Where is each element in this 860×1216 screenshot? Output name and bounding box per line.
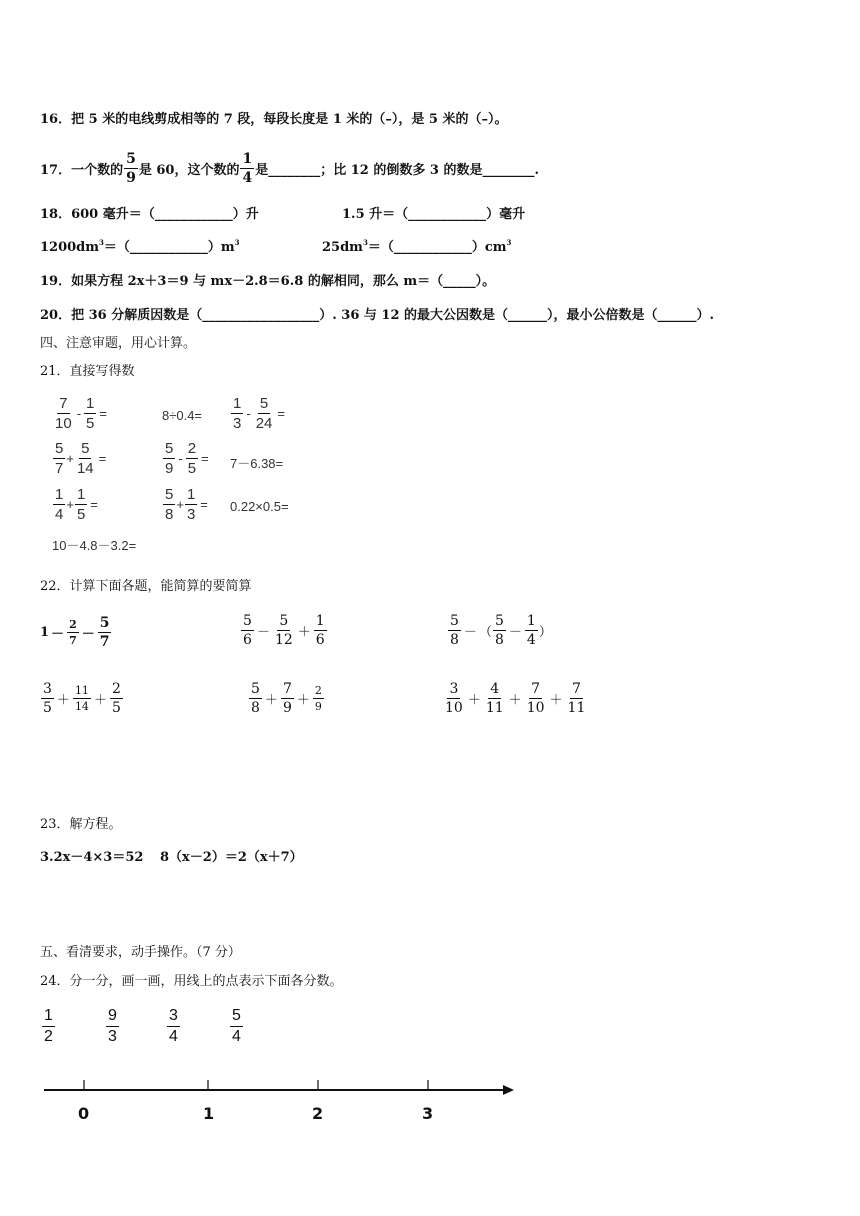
oral-item-e: $\frac{5}{9}$ - $\frac{2}{5}$ = — [165, 440, 209, 477]
arrow-icon — [503, 1085, 514, 1095]
calc-1b: $\frac{5}{6}$ － $\frac{5}{12}$ ＋ $\frac{1}{6}$ — [243, 613, 325, 648]
tick-label-3: 3 — [422, 1104, 434, 1123]
oral-item-f: 7－6.38= — [230, 456, 284, 471]
oral-item-g: $\frac{1}{4}$ + $\frac{1}{5}$ = — [55, 486, 98, 523]
question-16 — [40, 108, 507, 127]
conversion-a: 600 毫升＝（____________）升 — [71, 207, 259, 222]
fraction-4: $\frac{5}{4}$ — [232, 1007, 241, 1045]
question-17 — [40, 152, 539, 185]
tick-label-1: 1 — [203, 1104, 215, 1123]
conversion-c: $1200dm^3=(\_\_\_\_\_\_\_\_\_\_\_\_)m^3$ — [40, 238, 240, 255]
question-number: 17． — [40, 163, 72, 178]
calc-1c: $\frac{5}{8}$ － （ $\frac{5}{8}$ － $\frac{1}{4}$ ） — [450, 613, 552, 648]
fraction: $\frac{1}{4}$ — [242, 151, 253, 186]
oral-item-h: $\frac{5}{8}$ + $\frac{1}{3}$ = — [165, 486, 208, 523]
calc-2b: $\frac{5}{8}$ ＋ $\frac{7}{9}$ ＋ $\frac{2}{9}$ — [251, 681, 322, 716]
question-20 — [40, 304, 714, 323]
equation-2: 8（x－2）＝2（x＋7） — [160, 850, 303, 865]
question-24-title: 24．分一分，画一画，用线上的点表示下面各分数。 — [40, 974, 343, 989]
section-heading-4: 四、注意审题，用心计算。 — [40, 336, 197, 351]
section-heading-5: 五、看清要求，动手操作。（7 分） — [40, 945, 241, 960]
question-19 — [40, 270, 495, 289]
fraction: $\frac{5}{9}$ — [126, 151, 136, 186]
question-text: 是 60，这个数的 — [138, 163, 240, 178]
question-number: 18． — [40, 207, 72, 222]
fraction-1: $\frac{1}{2}$ — [44, 1007, 53, 1045]
question-number: 19． — [40, 274, 72, 289]
oral-item-j: 10－4.8－3.2= — [52, 538, 137, 553]
fraction-3: $\frac{3}{4}$ — [169, 1007, 178, 1045]
question-23-title: 23．解方程。 — [40, 817, 122, 832]
question-text: 把 5 米的电线剪成相等的 7 段，每段长度是 1 米的（–），是 5 米的（–）。 — [71, 112, 508, 127]
question-21-title: 21．直接写得数 — [40, 364, 135, 379]
calc-1a: 1 － $\frac{2}{7}$ － $\frac{5}{7}$ — [40, 615, 110, 650]
equation-1: 3.2x－4×3＝52 — [40, 850, 144, 865]
question-number: 20． — [40, 308, 72, 323]
oral-item-b: 8÷0.4= — [162, 408, 203, 423]
question-18 — [40, 203, 259, 222]
oral-item-c: $\frac{1}{3}$ - $\frac{5}{24}$ = — [233, 395, 285, 432]
calc-2c: $\frac{3}{10}$ ＋ $\frac{4}{11}$ ＋ $\frac{7}{10}$ ＋ $\frac{7}{11}$ — [445, 681, 586, 716]
oral-item-i: 0.22×0.5= — [230, 499, 289, 514]
oral-item-a: $\frac{7}{10}$ - $\frac{1}{5}$ = — [55, 395, 107, 432]
question-text: 如果方程 2x＋3＝9 与 mx－2.8＝6.8 的解相同，那么 m＝（_____）。 — [71, 274, 496, 289]
oral-item-d: $\frac{5}{7}$ + $\frac{5}{14}$ = — [55, 440, 107, 477]
conversion-b: 1.5 升＝（____________）毫升 — [342, 207, 526, 222]
question-text: 是________；比 12 的倒数多 3 的数是________. — [255, 163, 540, 178]
fraction-2: $\frac{9}{3}$ — [108, 1007, 117, 1045]
conversion-d: $25dm^3=(\_\_\_\_\_\_\_\_\_\_\_\_)cm^3$ — [322, 238, 512, 255]
question-text: 把 36 分解质因数是（__________________）. 36 与 12 的最大公因数是（______），最小公倍数是（______）. — [71, 308, 715, 323]
question-22-title: 22．计算下面各题，能简算的要简算 — [40, 579, 252, 594]
question-text: 一个数的 — [71, 163, 124, 178]
tick-label-0: 0 — [78, 1104, 90, 1123]
question-number: 16． — [40, 112, 72, 127]
tick-label-2: 2 — [312, 1104, 324, 1123]
calc-2a: $\frac{3}{5}$ ＋ $\frac{11}{14}$ ＋ $\frac{2}{5}$ — [43, 681, 121, 716]
